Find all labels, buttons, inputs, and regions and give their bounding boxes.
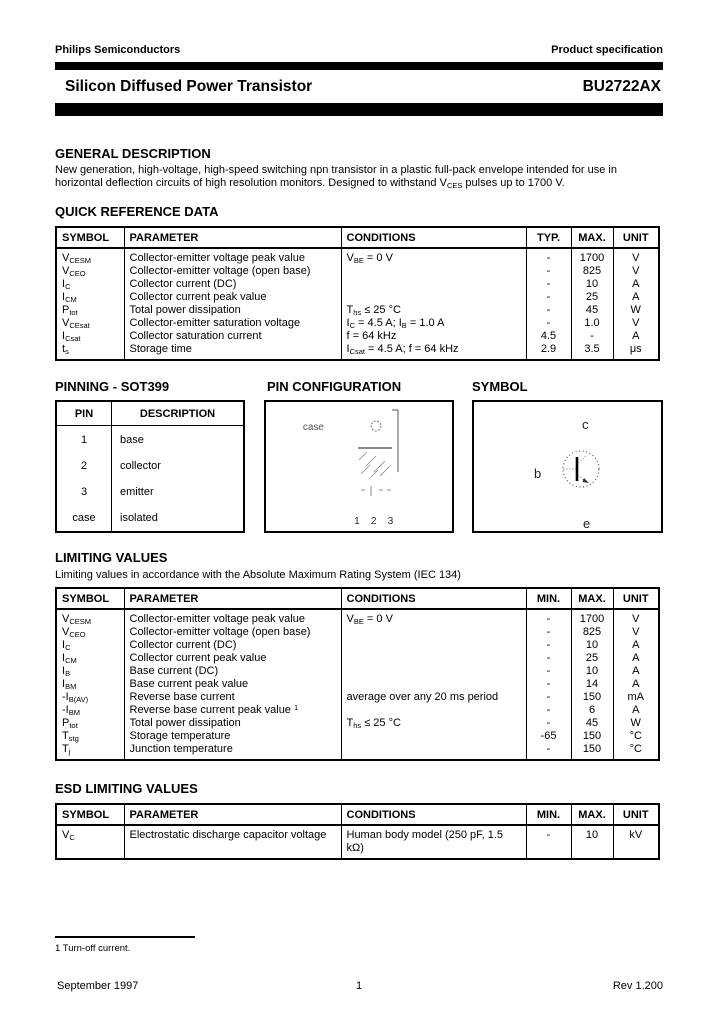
table-cell [341, 678, 526, 691]
table-cell: $-I_{BM}$ [62, 703, 80, 717]
table-row [56, 426, 244, 453]
table-cell: collector [112, 452, 245, 478]
general-description-heading: GENERAL DESCRIPTION [55, 146, 211, 161]
column-header: DESCRIPTION [112, 401, 245, 426]
column-header: UNIT [613, 588, 659, 609]
table-row [56, 278, 659, 291]
table-cell: A [613, 678, 659, 691]
package-edge-line [392, 410, 398, 472]
collector-label: c [582, 417, 589, 432]
table-cell: - [526, 626, 571, 639]
esd-heading: ESD LIMITING VALUES [55, 780, 198, 796]
table-cell: A [613, 665, 659, 678]
symbol-figure [472, 400, 663, 533]
limiting-values-subtitle: Limiting values in accordance with the Absolute Maximum Rating System (IEC 134) [55, 569, 461, 581]
table-header-row [56, 588, 659, 609]
table-header-row [56, 804, 659, 825]
table-cell [341, 626, 526, 639]
table-cell: V [613, 248, 659, 265]
collector-lead-line [578, 455, 587, 463]
table-row [56, 265, 659, 278]
table-cell: 3.5 [571, 343, 613, 360]
table-cell: °C [613, 743, 659, 760]
table-cell: $I_{CM}$ [62, 651, 77, 665]
table-cell: W [613, 304, 659, 317]
table-cell: Storage time [124, 343, 341, 360]
table-cell: - [526, 639, 571, 652]
table-row [56, 678, 659, 691]
column-header: SYMBOL [56, 227, 124, 248]
table-cell: 45 [571, 717, 613, 730]
table-row [56, 717, 659, 730]
footer-page-number: 1 [355, 979, 363, 992]
table-cell [341, 730, 526, 743]
table-row [56, 330, 659, 343]
table-cell: $I_B$ [62, 664, 71, 678]
table-cell [341, 652, 526, 665]
table-cell: 150 [571, 743, 613, 760]
table-cell: $P_{tot}$ [62, 304, 78, 317]
table-cell: $V_{BE} = 0$ V [341, 248, 526, 265]
table-row [56, 505, 244, 532]
table-cell [341, 665, 526, 678]
table-cell: case [72, 512, 96, 525]
table-row [56, 248, 659, 265]
base-label: b [534, 466, 542, 481]
table-cell: A [613, 652, 659, 665]
page-title: Silicon Diffused Power Transistor [65, 77, 313, 95]
table-cell [341, 278, 526, 291]
lead-stub-lines [361, 486, 391, 496]
table-cell: - [571, 330, 613, 343]
table-cell: V [613, 626, 659, 639]
table-header-row [56, 227, 659, 248]
table-cell: - [526, 248, 571, 265]
table-cell: Base current (DC) [124, 665, 341, 678]
table-cell: 25 [571, 652, 613, 665]
table-cell: base [112, 426, 245, 453]
table-cell: - [526, 291, 571, 304]
table-cell: μs [613, 343, 659, 360]
table-cell: 25 [571, 291, 613, 304]
table-cell: Collector current (DC) [124, 278, 341, 291]
table-cell: kV [613, 825, 659, 859]
table-cell: Collector-emitter voltage peak value [124, 248, 341, 265]
table-header-row [56, 401, 244, 426]
case-label: case [302, 422, 324, 433]
table-row [56, 291, 659, 304]
table-row [56, 478, 244, 504]
emitter-arrow-icon [583, 478, 590, 483]
table-cell: V [613, 317, 659, 330]
table-cell: 10 [571, 639, 613, 652]
table-cell: mA [613, 691, 659, 704]
column-header: CONDITIONS [341, 804, 526, 825]
table-cell: - [526, 825, 571, 859]
column-header: SYMBOL [56, 804, 124, 825]
table-cell: $I_C$ [62, 278, 71, 291]
table-cell: V [613, 609, 659, 626]
table-cell: Collector current peak value [124, 291, 341, 304]
table-cell: Collector-emitter voltage (open base) [124, 265, 341, 278]
table-cell: $P_{tot}$ [62, 716, 78, 730]
table-cell: 1 [80, 433, 88, 446]
header-rule-top [55, 62, 663, 70]
column-header: MIN. [526, 804, 571, 825]
table-cell: Collector-emitter saturation voltage [124, 317, 341, 330]
table-cell: Collector current peak value [124, 652, 341, 665]
table-cell: 14 [571, 678, 613, 691]
table-cell: Collector saturation current [124, 330, 341, 343]
table-row [56, 609, 659, 626]
column-header: PARAMETER [124, 227, 341, 248]
table-cell [341, 704, 526, 717]
table-cell: 150 [571, 691, 613, 704]
mounting-hole-icon [371, 421, 381, 431]
table-cell [341, 291, 526, 304]
table-cell: °C [613, 730, 659, 743]
table-cell: 1.0 [571, 317, 613, 330]
publisher-name: Philips Semiconductors [55, 44, 181, 56]
table-cell: W [613, 717, 659, 730]
emitter-label: e [583, 516, 591, 531]
footnote-rule [55, 936, 195, 938]
table-cell: $t_s$ [62, 343, 69, 356]
column-header: MAX. [571, 227, 613, 248]
table-cell: 150 [571, 730, 613, 743]
table-cell: A [613, 291, 659, 304]
table-cell: 4.5 [526, 330, 571, 343]
table-cell: isolated [112, 505, 245, 532]
table-cell: A [613, 330, 659, 343]
table-cell: A [613, 278, 659, 291]
column-header: PARAMETER [124, 588, 341, 609]
table-cell: Electrostatic discharge capacitor voltage [124, 825, 341, 859]
pin-configuration-figure [264, 400, 454, 533]
column-header: MAX. [571, 588, 613, 609]
table-cell: - [526, 678, 571, 691]
table-cell: 2.9 [526, 343, 571, 360]
table-cell: - [526, 317, 571, 330]
column-header: TYP. [526, 227, 571, 248]
table-cell: Total power dissipation [124, 717, 341, 730]
quick-reference-heading: QUICK REFERENCE DATA [55, 204, 219, 219]
table-cell: 825 [571, 626, 613, 639]
symbol-heading: SYMBOL [472, 379, 528, 394]
table-cell: - [526, 652, 571, 665]
footer-date: September 1997 [57, 979, 139, 992]
table-row [56, 452, 244, 478]
table-cell: 6 [571, 704, 613, 717]
table-cell: f = 64 kHz [341, 330, 526, 343]
table-cell: $I_{Csat} = 4.5$ A; f = 64 kHz [341, 343, 526, 360]
table-cell: $T_{hs} \le 25$ °C [341, 717, 526, 730]
column-header: PIN [56, 401, 112, 426]
table-cell: - [526, 691, 571, 704]
table-cell: A [613, 704, 659, 717]
table-cell: $V_C$ [62, 828, 75, 842]
table-cell: Reverse base current peak value $^1$ [124, 704, 341, 717]
column-header: MIN. [526, 588, 571, 609]
pin-number-labels: 1 2 3 [353, 515, 397, 527]
table-row [56, 639, 659, 652]
package-drawing [266, 402, 452, 531]
column-header: UNIT [613, 804, 659, 825]
table-cell: 45 [571, 304, 613, 317]
table-row [56, 730, 659, 743]
table-cell: A [613, 639, 659, 652]
hatch-pattern-icon [359, 452, 390, 478]
table-cell: 10 [571, 278, 613, 291]
table-cell: Collector current (DC) [124, 639, 341, 652]
header-rule-bottom [55, 103, 663, 116]
table-row [56, 704, 659, 717]
table-cell: 1700 [571, 609, 613, 626]
limiting-values-table [55, 587, 660, 761]
table-cell: Total power dissipation [124, 304, 341, 317]
symbol-envelope-circle [563, 451, 599, 487]
masthead [55, 0, 663, 56]
table-row [56, 825, 659, 859]
column-header: SYMBOL [56, 588, 124, 609]
table-cell: 2 [80, 459, 88, 472]
table-cell: $V_{CEO}$ [62, 625, 86, 639]
table-cell: $V_{CEO}$ [62, 265, 86, 278]
table-row [56, 343, 659, 360]
table-row [56, 317, 659, 330]
table-cell: Storage temperature [124, 730, 341, 743]
table-cell [341, 743, 526, 760]
figure-row [55, 400, 663, 533]
title-block [55, 70, 663, 103]
column-header: CONDITIONS [341, 227, 526, 248]
table-cell: $V_{CESM}$ [62, 612, 92, 626]
table-cell: - [526, 717, 571, 730]
table-cell: $I_{BM}$ [62, 677, 77, 691]
table-cell: $T_{hs} \le 25$ °C [341, 304, 526, 317]
table-cell: - [526, 304, 571, 317]
table-cell: - [526, 278, 571, 291]
footer-revision: Rev 1.200 [612, 979, 663, 992]
table-cell: $-I_{B(AV)}$ [62, 690, 89, 704]
table-cell: - [526, 704, 571, 717]
figure-headings-row [55, 379, 663, 394]
table-cell: emitter [112, 478, 245, 504]
table-cell: Junction temperature [124, 743, 341, 760]
pinning-table [55, 400, 245, 533]
esd-table [55, 803, 660, 860]
table-cell: $T_j$ [62, 742, 71, 756]
table-cell: V [613, 265, 659, 278]
pin-configuration-heading: PIN CONFIGURATION [267, 379, 402, 394]
table-cell: $V_{CESM}$ [62, 252, 92, 265]
transistor-symbol-drawing [474, 402, 661, 531]
table-cell: Human body model (250 pF, 1.5 kΩ) [341, 825, 526, 859]
table-cell: Base current peak value [124, 678, 341, 691]
table-cell: $I_C = 4.5$ A; $I_B = 1.0$ A [341, 317, 526, 330]
table-cell: 825 [571, 265, 613, 278]
table-cell: $V_{BE} = 0$ V [341, 609, 526, 626]
table-row [56, 652, 659, 665]
table-row [56, 665, 659, 678]
table-cell: 10 [571, 825, 613, 859]
column-header: CONDITIONS [341, 588, 526, 609]
table-cell: 10 [571, 665, 613, 678]
general-description-text: New generation, high-voltage, high-speed switching npn transistor in a plastic full-pack envelope intended for use in horizontal deflection circuits of high resolution monitors. Designed to withstand $V_{CES}$ pulses up to 1700 V. [55, 164, 617, 190]
table-cell: - [526, 743, 571, 760]
table-cell: $T_{stg}$ [62, 729, 79, 743]
spec-type-label: Product specification [551, 44, 663, 56]
quick-reference-table [55, 226, 660, 361]
table-cell: 3 [80, 486, 88, 499]
page-footer [55, 980, 663, 994]
table-row [56, 626, 659, 639]
table-cell: 1700 [571, 248, 613, 265]
table-row [56, 304, 659, 317]
table-cell [341, 265, 526, 278]
table-cell: - [526, 609, 571, 626]
table-cell: $I_C$ [62, 638, 71, 652]
table-cell: Collector-emitter voltage (open base) [124, 626, 341, 639]
table-row [56, 743, 659, 760]
pinning-heading: PINNING - SOT399 [55, 379, 170, 394]
table-row [56, 691, 659, 704]
table-cell: Reverse base current [124, 691, 341, 704]
table-cell: Collector-emitter voltage peak value [124, 609, 341, 626]
table-cell: -65 [526, 730, 571, 743]
limiting-values-heading: LIMITING VALUES [55, 550, 168, 565]
footnote-text: 1 Turn-off current. [55, 942, 131, 954]
column-header: UNIT [613, 227, 659, 248]
column-header: MAX. [571, 804, 613, 825]
table-cell: $I_{Csat}$ [62, 330, 81, 343]
table-cell: average over any 20 ms period [341, 691, 526, 704]
table-cell [341, 639, 526, 652]
table-cell: $V_{CEsat}$ [62, 317, 90, 330]
column-header: PARAMETER [124, 804, 341, 825]
table-cell: - [526, 665, 571, 678]
part-number: BU2722AX [582, 77, 661, 95]
table-cell: - [526, 265, 571, 278]
table-cell: $I_{CM}$ [62, 291, 77, 304]
